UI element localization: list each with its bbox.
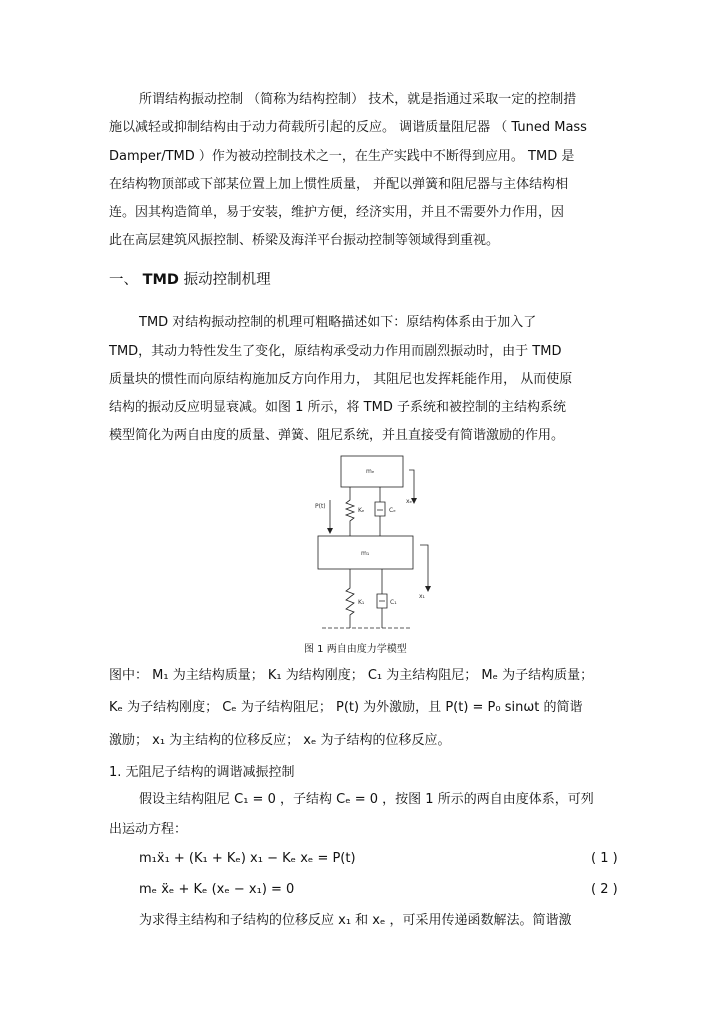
paragraph-3-line-2: 出运动方程：: [109, 822, 188, 837]
label-kd: Kₑ: [358, 507, 365, 514]
xd-arrow: [409, 470, 414, 500]
label-x1: x₁: [419, 593, 425, 600]
subsection-title: 1. 无阻尼子结构的调谐减振控制: [109, 765, 295, 780]
two-dof-model-figure: [300, 450, 450, 640]
legend-line-3: 激励； x₁ 为主结构的位移反应； xₑ 为子结构的位移反应。: [109, 733, 451, 748]
paragraph-2-line-5: 模型简化为两自由度的质量、弹簧、阻尼系统，并且直接受有简谐激励的作用。: [109, 428, 565, 443]
paragraph-2-line-3: 质量块的惯性而向原结构施加反方向作用力， 其阻尼也发挥耗能作用， 从而使原: [109, 372, 573, 387]
paragraph-1-line-5: 连。因其构造简单，易于安装，维护方便，经济实用，并且不需要外力作用，因: [109, 205, 565, 220]
paragraph-2-line-2: TMD，其动力特性发生了变化，原结构承受动力作用而剧烈振动时，由于 TMD: [109, 344, 562, 359]
x1-arrow: [420, 545, 428, 588]
label-pt: P(t): [315, 503, 326, 510]
heading-rest: 振动控制机理: [178, 272, 271, 288]
paragraph-1-line-4: 在结构物顶部或下部某位置上加上惯性质量， 并配以弹簧和阻尼器与主体结构相: [109, 177, 569, 192]
equation-1: m₁ẍ₁ + (K₁ + Kₑ) x₁ − Kₑ xₑ = P(t): [139, 851, 356, 866]
legend-line-2: Kₑ 为子结构刚度； Cₑ 为子结构阻尼； P(t) 为外激励，且 P(t) = P₀ sinωt 的简谐: [109, 700, 583, 715]
paragraph-3-line-1: 假设主结构阻尼 C₁ = 0 ，子结构 Cₑ = 0 ，按图 1 所示的两自由度体系，可列: [139, 792, 594, 807]
label-k1: K₁: [358, 599, 365, 606]
main-damper: [377, 569, 387, 628]
paragraph-2-line-1: TMD 对结构振动控制的机理可粗略描述如下：原结构体系由于加入了: [139, 315, 537, 330]
figure-caption: 图 1 两自由度力学模型: [304, 644, 407, 655]
heading-prefix: 一、: [109, 272, 138, 288]
paragraph-1-line-3: Damper/TMD ）作为被动控制技术之一，在生产实践中不断得到应用。 TMD 是: [109, 149, 575, 164]
sub-damper: [375, 487, 385, 536]
paragraph-4: 为求得主结构和子结构的位移反应 x₁ 和 xₑ ，可采用传递函数解法。简谐激: [139, 913, 572, 928]
section-heading: [109, 272, 271, 288]
sub-spring: [346, 487, 354, 536]
label-c1: C₁: [390, 599, 397, 606]
equation-2-number: ( 2 ): [591, 882, 618, 897]
paragraph-1-line-6: 此在高层建筑风振控制、桥梁及海洋平台振动控制等领域得到重视。: [109, 233, 500, 248]
label-xd: xₑ: [406, 498, 413, 505]
equation-2: mₑ ẍₑ + Kₑ (xₑ − x₁) = 0: [139, 882, 295, 897]
paragraph-2-line-4: 结构的振动反应明显衰减。如图 1 所示，将 TMD 子系统和被控制的主结构系统: [109, 400, 566, 415]
main-spring: [346, 569, 354, 628]
paragraph-1-line-2: 施以减轻或抑制结构由于动力荷载所引起的反应。 调谐质量阻尼器 （ Tuned Mass: [109, 120, 587, 135]
equation-1-number: ( 1 ): [591, 851, 618, 866]
label-m1: m₁: [361, 550, 370, 557]
label-cd: Cₑ: [389, 507, 396, 514]
label-md: mₑ: [366, 468, 375, 475]
legend-line-1: 图中： M₁ 为主结构质量； K₁ 为结构刚度； C₁ 为主结构阻尼； Mₑ 为子结构质量；: [109, 668, 594, 683]
heading-bold: TMD: [142, 272, 179, 288]
paragraph-1-line-1: 所谓结构振动控制 （简称为结构控制） 技术，就是指通过采取一定的控制措: [139, 92, 577, 107]
